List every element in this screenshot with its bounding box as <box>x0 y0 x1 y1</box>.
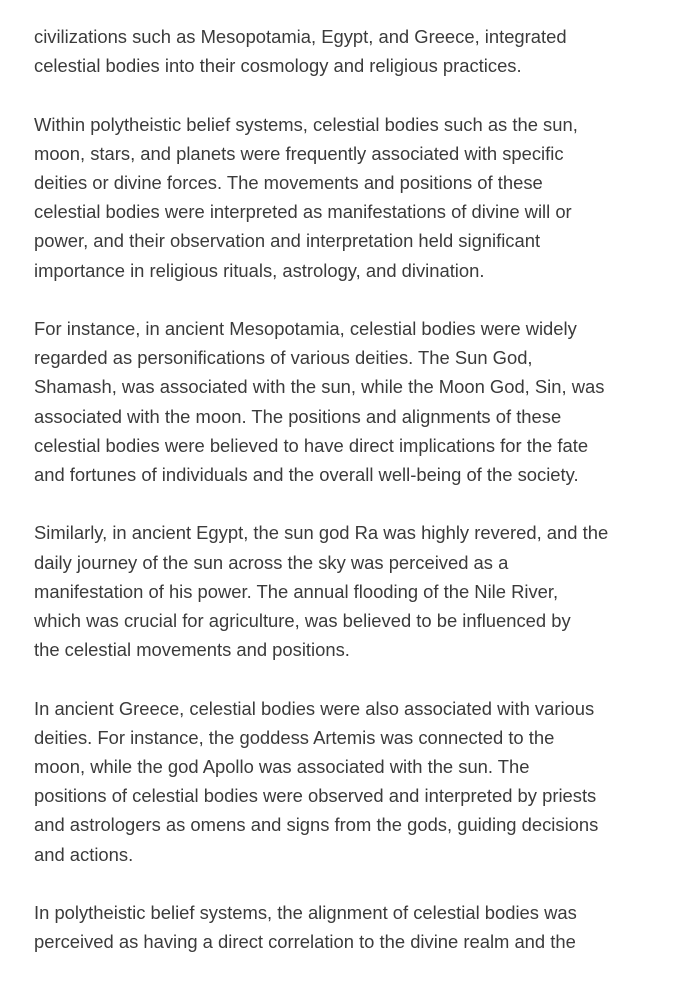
paragraph-6 <box>34 898 670 956</box>
paragraph-1 <box>34 22 670 80</box>
text-line: Similarly, in ancient Egypt, the sun god Ra was highly revered, and the <box>34 522 609 544</box>
text-line: the celestial movements and positions. <box>34 639 350 661</box>
text-line: deities. For instance, the goddess Artemis was connected to the <box>34 726 555 748</box>
paragraph-4 <box>34 518 670 664</box>
text-line: In ancient Greece, celestial bodies were also associated with various <box>34 697 595 719</box>
text-line: celestial bodies into their cosmology and religious practices. <box>34 55 522 77</box>
text-line: celestial bodies were interpreted as manifestations of divine will or <box>34 201 572 223</box>
text-line: civilizations such as Mesopotamia, Egypt, and Greece, integrated <box>34 26 567 47</box>
text-line: and fortunes of individuals and the overall well-being of the society. <box>34 464 579 486</box>
text-line: celestial bodies were believed to have direct implications for the fate <box>34 434 589 456</box>
text-line: manifestation of his power. The annual flooding of the Nile River, <box>34 580 559 602</box>
text-line: positions of celestial bodies were observed and interpreted by priests <box>34 785 597 807</box>
text-line: perceived as having a direct correlation to the divine realm and the <box>34 931 576 953</box>
text-line: which was crucial for agriculture, was believed to be influenced by <box>34 610 571 632</box>
text-line: and actions. <box>34 843 134 865</box>
text-line: importance in religious rituals, astrology, and divination. <box>34 259 485 281</box>
paragraph-3 <box>34 314 670 489</box>
text-line: power, and their observation and interpretation held significant <box>34 230 541 252</box>
text-line: associated with the moon. The positions and alignments of these <box>34 405 562 427</box>
text-line: deities or divine forces. The movements and positions of these <box>34 172 543 193</box>
text-line: daily journey of the sun across the sky was perceived as a <box>34 551 509 573</box>
text-line: For instance, in ancient Mesopotamia, celestial bodies were widely <box>34 318 577 339</box>
paragraph-2 <box>34 110 670 285</box>
text-line: In polytheistic belief systems, the alignment of celestial bodies was <box>34 902 577 924</box>
text-line: regarded as personifications of various deities. The Sun God, <box>34 347 533 369</box>
text-line: Within polytheistic belief systems, celestial bodies such as the sun, <box>34 113 578 135</box>
text-line: and astrologers as omens and signs from the gods, guiding decisions <box>34 814 599 836</box>
text-line: Shamash, was associated with the sun, while the Moon God, Sin, was <box>34 376 605 398</box>
text-line: moon, stars, and planets were frequently associated with specific <box>34 142 564 164</box>
text-line: moon, while the god Apollo was associated with the sun. The <box>34 756 530 778</box>
article-body <box>34 22 670 986</box>
paragraph-5 <box>34 694 670 869</box>
